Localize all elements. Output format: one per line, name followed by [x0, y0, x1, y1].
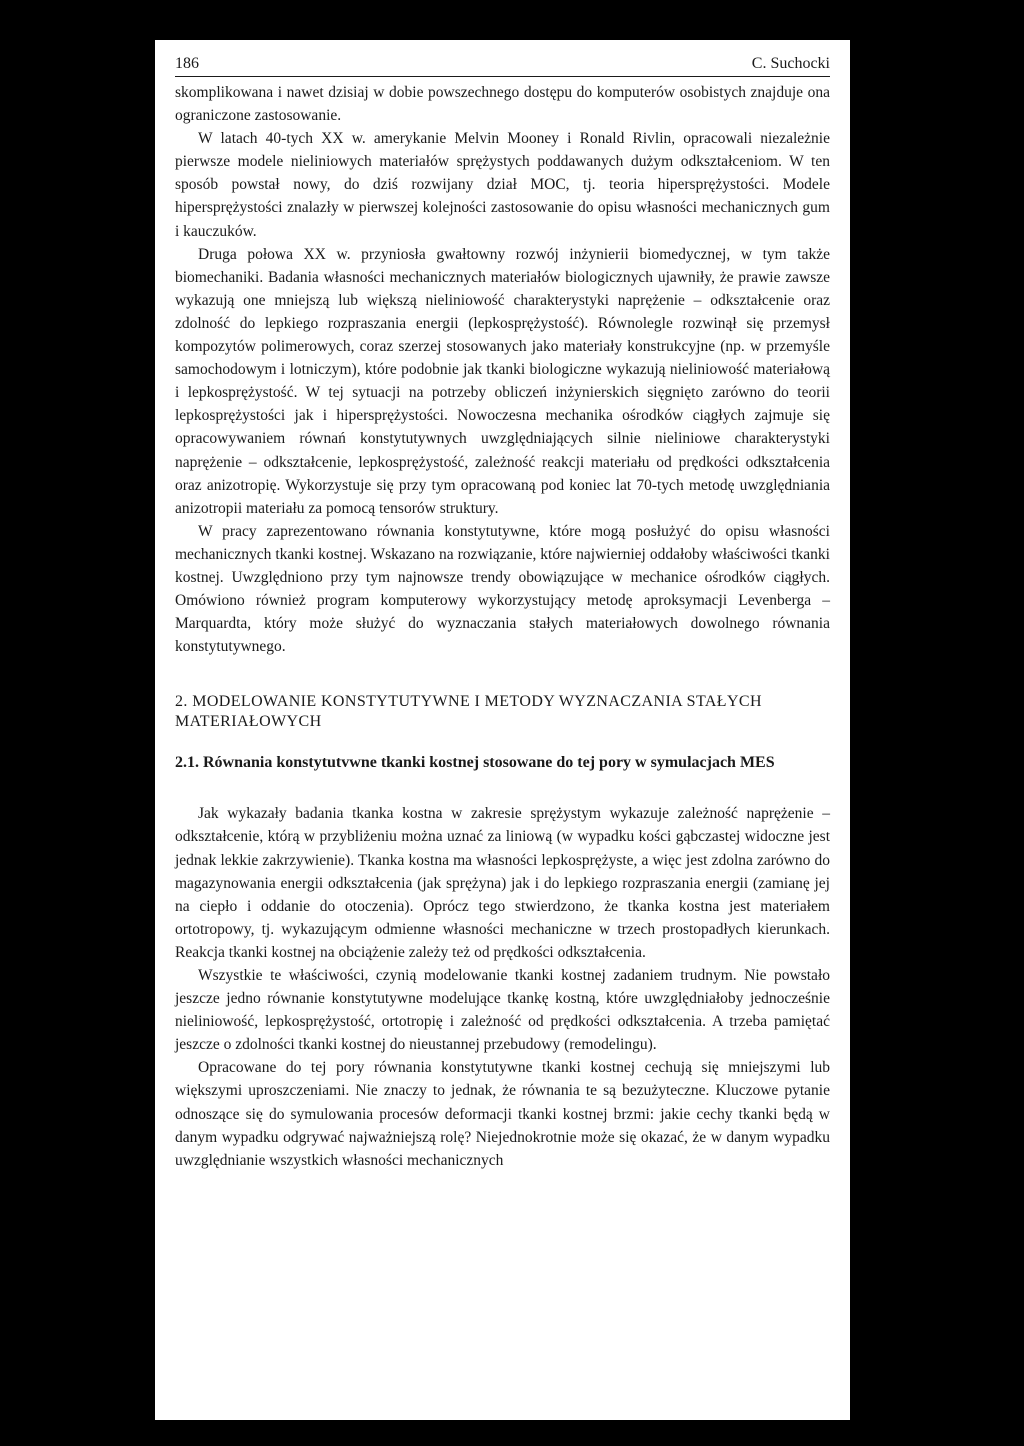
- page-number: 186: [175, 55, 199, 72]
- section-paragraph-3: Opracowane do tej pory równania konstytutywne tkanki kostnej cechują się mniejszymi lub większymi uproszczeniami. Nie znaczy to jednak, że równania te są bezużyteczne. Kluczowe pytanie odnoszące się do symulowania procesów deformacji tkanki kostnej brzmi: jakie cechy tkanki będą w danym wypadku odgrywać najważniejszą rolę? Niejednokrotnie może się okazać, że w danym wypadku uwzględnianie wszystkich własności mechanicznych: [175, 1059, 830, 1169]
- section-paragraph-2: Wszystkie te właściwości, czynią modelowanie tkanki kostnej zadaniem trudnym. Nie powstało jeszcze jedno równanie konstytutywne modelujące tkankę kostną, które uwzględniałoby jednocześnie nieliniowość, lepkosprężystość, ortotropię i zależność od prędkości odkształcenia. A trzeba pamiętać jeszcze o zdolności tkanki kostnej do nieustannej przebudowy (remodelingu).: [175, 967, 830, 1054]
- intro-paragraph-3: Druga połowa XX w. przyniosła gwałtowny rozwój inżynierii biomedycznej, w tym także biomechaniki. Badania własności mechanicznych materiałów biologicznych ujawniły, że prawie zawsze wykazują one mniejszą lub większą nieliniowość charakterystyki naprężenie – odkształcenie oraz zdolność do lepkiego rozpraszania energii (lepkosprężystość). Równolegle rozwinął się przemysł kompozytów polimerowych, coraz szerzej stosowanych jako materiały konstrukcyjne (np. w przemyśle samochodowym i lotniczym), które podobnie jak tkanki biologiczne wykazują nieliniowość materiałową i lepkosprężystość. W tej sytuacji na potrzeby obliczeń inżynierskich sięgnięto zarówno do teorii lepkosprężystości jak i hipersprężystości. Nowoczesna mechanika ośrodków ciągłych zajmuje się opracowywaniem równań konstytutywnych uwzględniających silnie nieliniowe charakterystyki naprężenie – odkształcenie, lepkosprężystość, zależność reakcji materiału od prędkości odkształcenia oraz anizotropię. Wykorzystuje się przy tym opracowaną pod koniec lat 70-tych metodę uwzględniania anizotropii materiału za pomocą tensorów struktury.: [175, 245, 830, 517]
- intro-paragraph-1: skomplikowana i nawet dzisiaj w dobie powszechnego dostępu do komputerów osobistych znajduje ona ograniczone zastosowanie.: [175, 84, 830, 125]
- running-head: [175, 54, 830, 77]
- document-page: [155, 40, 850, 1420]
- section-heading: 2. MODELOWANIE KONSTYTUTYWNE I METODY WYZNACZANIA STAŁYCH MATERIAŁOWYCH: [175, 693, 762, 731]
- author-name: C. Suchocki: [751, 55, 830, 72]
- intro-paragraph-2: W latach 40-tych XX w. amerykanie Melvin Mooney i Ronald Rivlin, opracowali niezależnie pierwsze modele nieliniowych materiałów sprężystych poddawanych dużym odkształceniom. W ten sposób powstał nowy, do dziś rozwijany dział MOC, tj. teoria hipersprężystości. Modele hipersprężystości znalazły w pierwszej kolejności zastosowanie do opisu własności mechanicznych gum i kauczuków.: [175, 130, 830, 240]
- section-paragraph-1: Jak wykazały badania tkanka kostna w zakresie sprężystym wykazuje zależność naprężenie – odkształcenie, którą w przybliżeniu można uznać za liniową (w wypadku kości gąbczastej widoczne jest jednak lekkie zakrzywienie). Tkanka kostna ma własności lepkosprężyste, a więc jest zdolna zarówno do magazynowania energii odkształcenia (jak sprężyna) jak i do lepkiego rozpraszania energii (zamianę jej na ciepło i oddanie do otoczenia). Oprócz tego stwierdzono, że tkanka kostna jest materiałem ortotropowy, tj. wykazującym odmienne własności mechaniczne w trzech prostopadłych kierunkach. Reakcja tkanki kostnej na obciążenie zależy też od prędkości odkształcenia.: [175, 805, 830, 961]
- subsection-heading: 2.1. Równania konstytutvwne tkanki kostnej stosowane do tej pory w symulacjach MES: [175, 754, 775, 772]
- page-content: [175, 54, 830, 1172]
- intro-paragraph-4: W pracy zaprezentowano równania konstytutywne, które mogą posłużyć do opisu własności mechanicznych tkanki kostnej. Wskazano na rozwiązanie, które najwierniej oddałoby właściwości tkanki kostnej. Uwzględniono przy tym najnowsze trendy obowiązujące w mechanice ośrodków ciągłych. Omówiono również program komputerowy wykorzystujący metodę aproksymacji Levenberga – Marquardta, który może służyć do wyznaczania stałych materiałowych dowolnego równania konstytutywnego.: [175, 522, 830, 656]
